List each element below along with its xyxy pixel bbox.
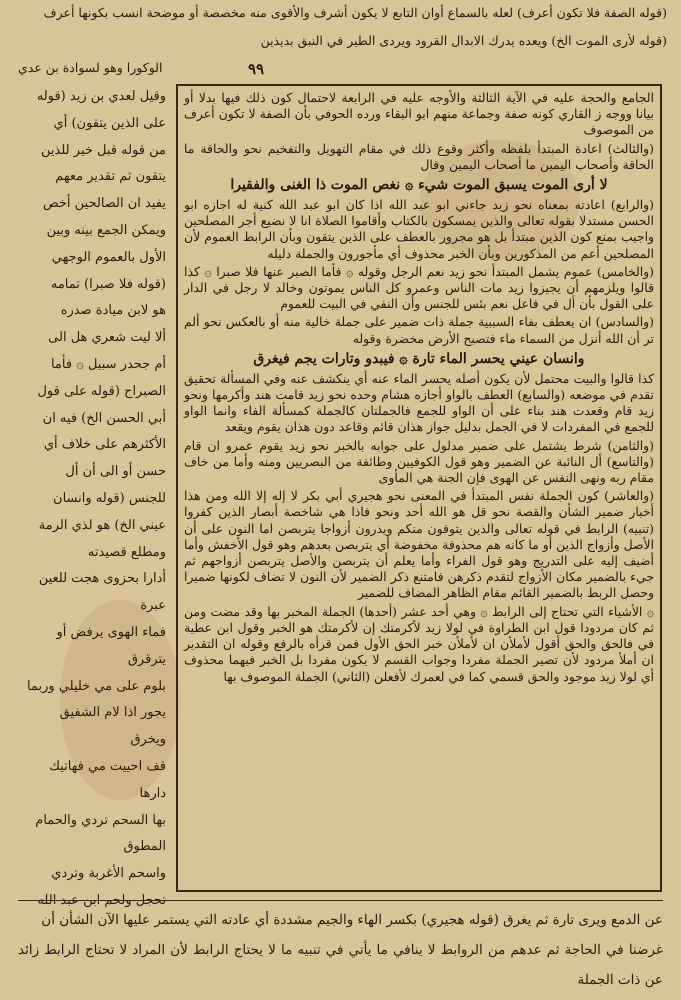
footer-commentary xyxy=(18,900,663,995)
footer-line: عن الدمع ويرى تارة ثم يغرق (قوله هجيري) بكسر الهاء والجيم مشددة أي عادته التي يستمر عليها الآن الشأن أن xyxy=(41,912,663,928)
margin-line: قف احييت مي فهاتيك xyxy=(49,758,166,774)
margin-line: أم جحدر سبيل ۞ فأما xyxy=(50,356,166,372)
margin-line: عبرة xyxy=(140,598,166,614)
margin-line: الأكثرهم على خلاف أي xyxy=(43,437,166,453)
margin-line: ومطلع قصيدته xyxy=(87,544,166,560)
margin-line: هو لابن ميادة صدره xyxy=(60,303,166,319)
margin-line: حسن أو الى أن أل xyxy=(65,464,166,480)
margin-line: الأول بالعموم الوجهي xyxy=(51,249,166,265)
margin-line: دارها xyxy=(139,785,166,801)
margin-line: تحجل ولحم ابن عبد الله xyxy=(37,892,166,908)
main-paragraph: (والرابع) اعادته بمعناه نحو زيد جاءني ابو عبد الله اذا كان ابو عبد الله كنية له اجازه ابو الحسن مستدلا بقوله تعالى والذين يمسكون بالكتاب وأقاموا الصلاة انا لا نضيع أجر المصلحين واجيب بمنع كون الذين مبتدأ بل هو مجرور بالعطف على الذين يتقون وبأن الرابط العموم لأن المصلحين أعم من المذكورين وبأن الخبر محذوف أي مأجورون والجملة دليله xyxy=(184,197,654,261)
margin-line: من قوله قبل خير للذين xyxy=(41,142,166,158)
margin-line: المطوق xyxy=(123,839,166,855)
margin-line: يجور اذا لام الشفيق xyxy=(59,705,166,721)
verse-line: لا أرى الموت يسبق الموت شيء ۞ نغص الموت ذا الغنى والفقيرا xyxy=(230,177,608,194)
main-paragraph: (والعاشر) كون الجملة نفس المبتدأ في المعنى نحو هجيري أبي بكر لا إله إلا الله ومن هذا أخبار ضمير الشأن والقصة نحو قل هو الله أحد ونحو فاذا هي شاخصة أبصار الذين كفروا (تنبيه) الرابط في قوله تعالى والذين يتوفون منكم ويذرون أزواجا يتربصن اما النون على أن الأصل وأزواج الذين أو ما كانه هم محذوفة مخفوضة أي يتربصن بعدهم وهو قول الأخفش وأما أضيف إليه على التدريج وهو قول الفراء وأما يعلم أن يتربصن والأصل يتربصن أزواجهم ثم جيء بالضمير مكان الأزواج لتقدم ذكرهن فامتنع ذكر الضمير لأن النون لا تضاف لكونها ضميرا وحصل الربط بالضمير القائم مقام الظاهر المضاف للضمير xyxy=(184,488,654,601)
main-text-frame xyxy=(176,84,662,892)
header-left-words: الوكورا وهو لسوادة بن عدي xyxy=(18,60,163,75)
main-paragraph: (والثالث) اعادة المبتدأ بلفظه وأكثر وقوع ذلك في مقام التهويل والتفخيم نحو والحاقة ما الحاقة وأصحاب اليمين ما أصحاب اليمين وقال xyxy=(184,140,654,172)
margin-line: على الذين يتقون) أي xyxy=(53,115,166,131)
margin-line: للجنس (قوله وانسان xyxy=(53,490,166,506)
margin-commentary xyxy=(8,84,166,914)
margin-line: (قوله فلا صبرا) تمامه xyxy=(50,276,166,292)
top-annotation-line: (قوله الصفة فلا تكون أعرف) لعله بالسماع أوان التابع لا يكون أشرف والأقوى منه مخصصة أو موضحة انسب بكونها أعرف xyxy=(43,5,667,20)
margin-line: عيني الخ) هو لذي الرمة xyxy=(38,517,166,533)
main-paragraph: (والخامس) عموم يشمل المبتدأ نحو زيد نعم الرجل وقوله ۞ فأما الصبر عنها فلا صبرا ۞ كذا قالوا ويلزمهم أن يجيزوا زيد مات الناس وعمرو كل الناس يموتون وخالد لا رجل في الدار على القول بأن أل في فاعل نعم بئس للجنس وأن النفي في البيت للعموم xyxy=(184,263,654,312)
page-number: ٩٩ xyxy=(248,60,265,78)
verse-line: وانسان عيني يحسر الماء تارة ۞ فيبدو وتارات يجم فيغرق xyxy=(253,350,585,367)
footer-line: غرضنا في الحاجة ثم عدهم من الروابط لا ينافي ما يأتي في تنبيه ما لا يحتاج الرابط لأن المراد لا تحتاج الرابط زائد عن ذات الجملة xyxy=(18,942,663,988)
main-paragraph: الجامع والحجة عليه في الآية الثالثة والأوجه عليه في الرابعة لاحتمال كون ذلك فيها بدلا أو بيانا ووجه ز القاري كونه صفة وجماعة منهم ابو البقاء ورده الحوفي بأن الصفة لا تكون أعرف من الموصوف xyxy=(184,90,654,138)
margin-line: بلوم على مي خليلي وربما xyxy=(27,678,166,694)
margin-line: واسحم الأغربة وتردي xyxy=(51,866,166,882)
margin-line: يفيد ان الصالحين أخص xyxy=(42,196,166,212)
margin-line: ويخرق xyxy=(130,732,166,748)
margin-line: يترقرق xyxy=(127,651,166,667)
main-paragraph: كذا قالوا والبيت محتمل لأن يكون أصله يحسر الماء عنه أي ينكشف عنه وفي المسألة تحقيق تقدم في موضعه (والسابع) العطف بالواو أجازه هشام وحده نحو زيد قامت هند وأكرمها ونحو زيد قام وقعدت هند بناء على أن الواو للجمع فالجملتان كالجملة كمسألة الفاء وانما الواو للجمع في المفردات لا في الجمل بدليل جواز هذان قائم وقاعد دون هذان يقوم ويقعد xyxy=(184,370,654,435)
main-paragraph: (والسادس) ان يعطف بفاء السببية جملة ذات ضمير على جملة خالية منه أو بالعكس نحو ألم تر أن الله أنزل من السماء ماء فتصبح الأرض مخضرة وقوله xyxy=(184,314,654,346)
margin-line: يتقون ثم تقدير معهم xyxy=(55,169,166,185)
main-paragraph: (والثامن) شرط يشتمل على ضمير مدلول على جوابه بالخبر نحو زيد يقوم عمرو ان قام (والتاسع) أل النائبة عن الضمير وهو قول الكوفيين وطائفة من البصريين ومنه وأما من خاف مقام ربه ونهى النفس عن الهوى فإن الجنة هي المأوى xyxy=(184,437,654,486)
margin-line: وقيل لعدي بن زيد (قوله xyxy=(36,89,166,104)
margin-line: فماء الهوى يرفض أو xyxy=(56,624,166,640)
page-header xyxy=(18,34,667,80)
margin-line: ألا ليت شعري هل الى xyxy=(48,330,166,346)
margin-line: أبي الحسن الخ) فيه ان xyxy=(42,410,166,426)
top-annotation-line-2: (قوله لأرى الموت الخ) ويعده يدرك الابدال القرود ويردى الطير في النبق بديذين xyxy=(260,34,667,48)
margin-line: بها السحم تردي والحمام xyxy=(35,812,166,828)
margin-line: ويمكن الجمع بينه وبين xyxy=(46,222,166,238)
margin-line: الصبراح (قوله على قول xyxy=(37,383,166,399)
margin-line: أدارا بحزوى هجت للعين xyxy=(38,571,166,587)
main-paragraph: ۞ الأشياء التي تحتاج إلى الرابط ۞ وهي أحد عشر (أحدها) الجملة المخبر بها وقد مضت ومن ثم كان مردودا قول ابن الطراوة في لولا زيد لأكرمتك إن لأكرمتك هو الخبر وقول ابن عطية في فالحق والحق أقول لأملأن ان لأملأن خبر الحق الأول فمن قرأه بالرفع وقوله ان التقدير ان أملأ مردود لأن تصير الجملة مفردا وجواب القسم لا يكون مفردا بل الخبر فيهما محذوف أي لولا زيد موجود والحق قسمي كما في لعمرك لأفعلن (الثاني) الجملة الموصوف بها xyxy=(184,603,654,684)
